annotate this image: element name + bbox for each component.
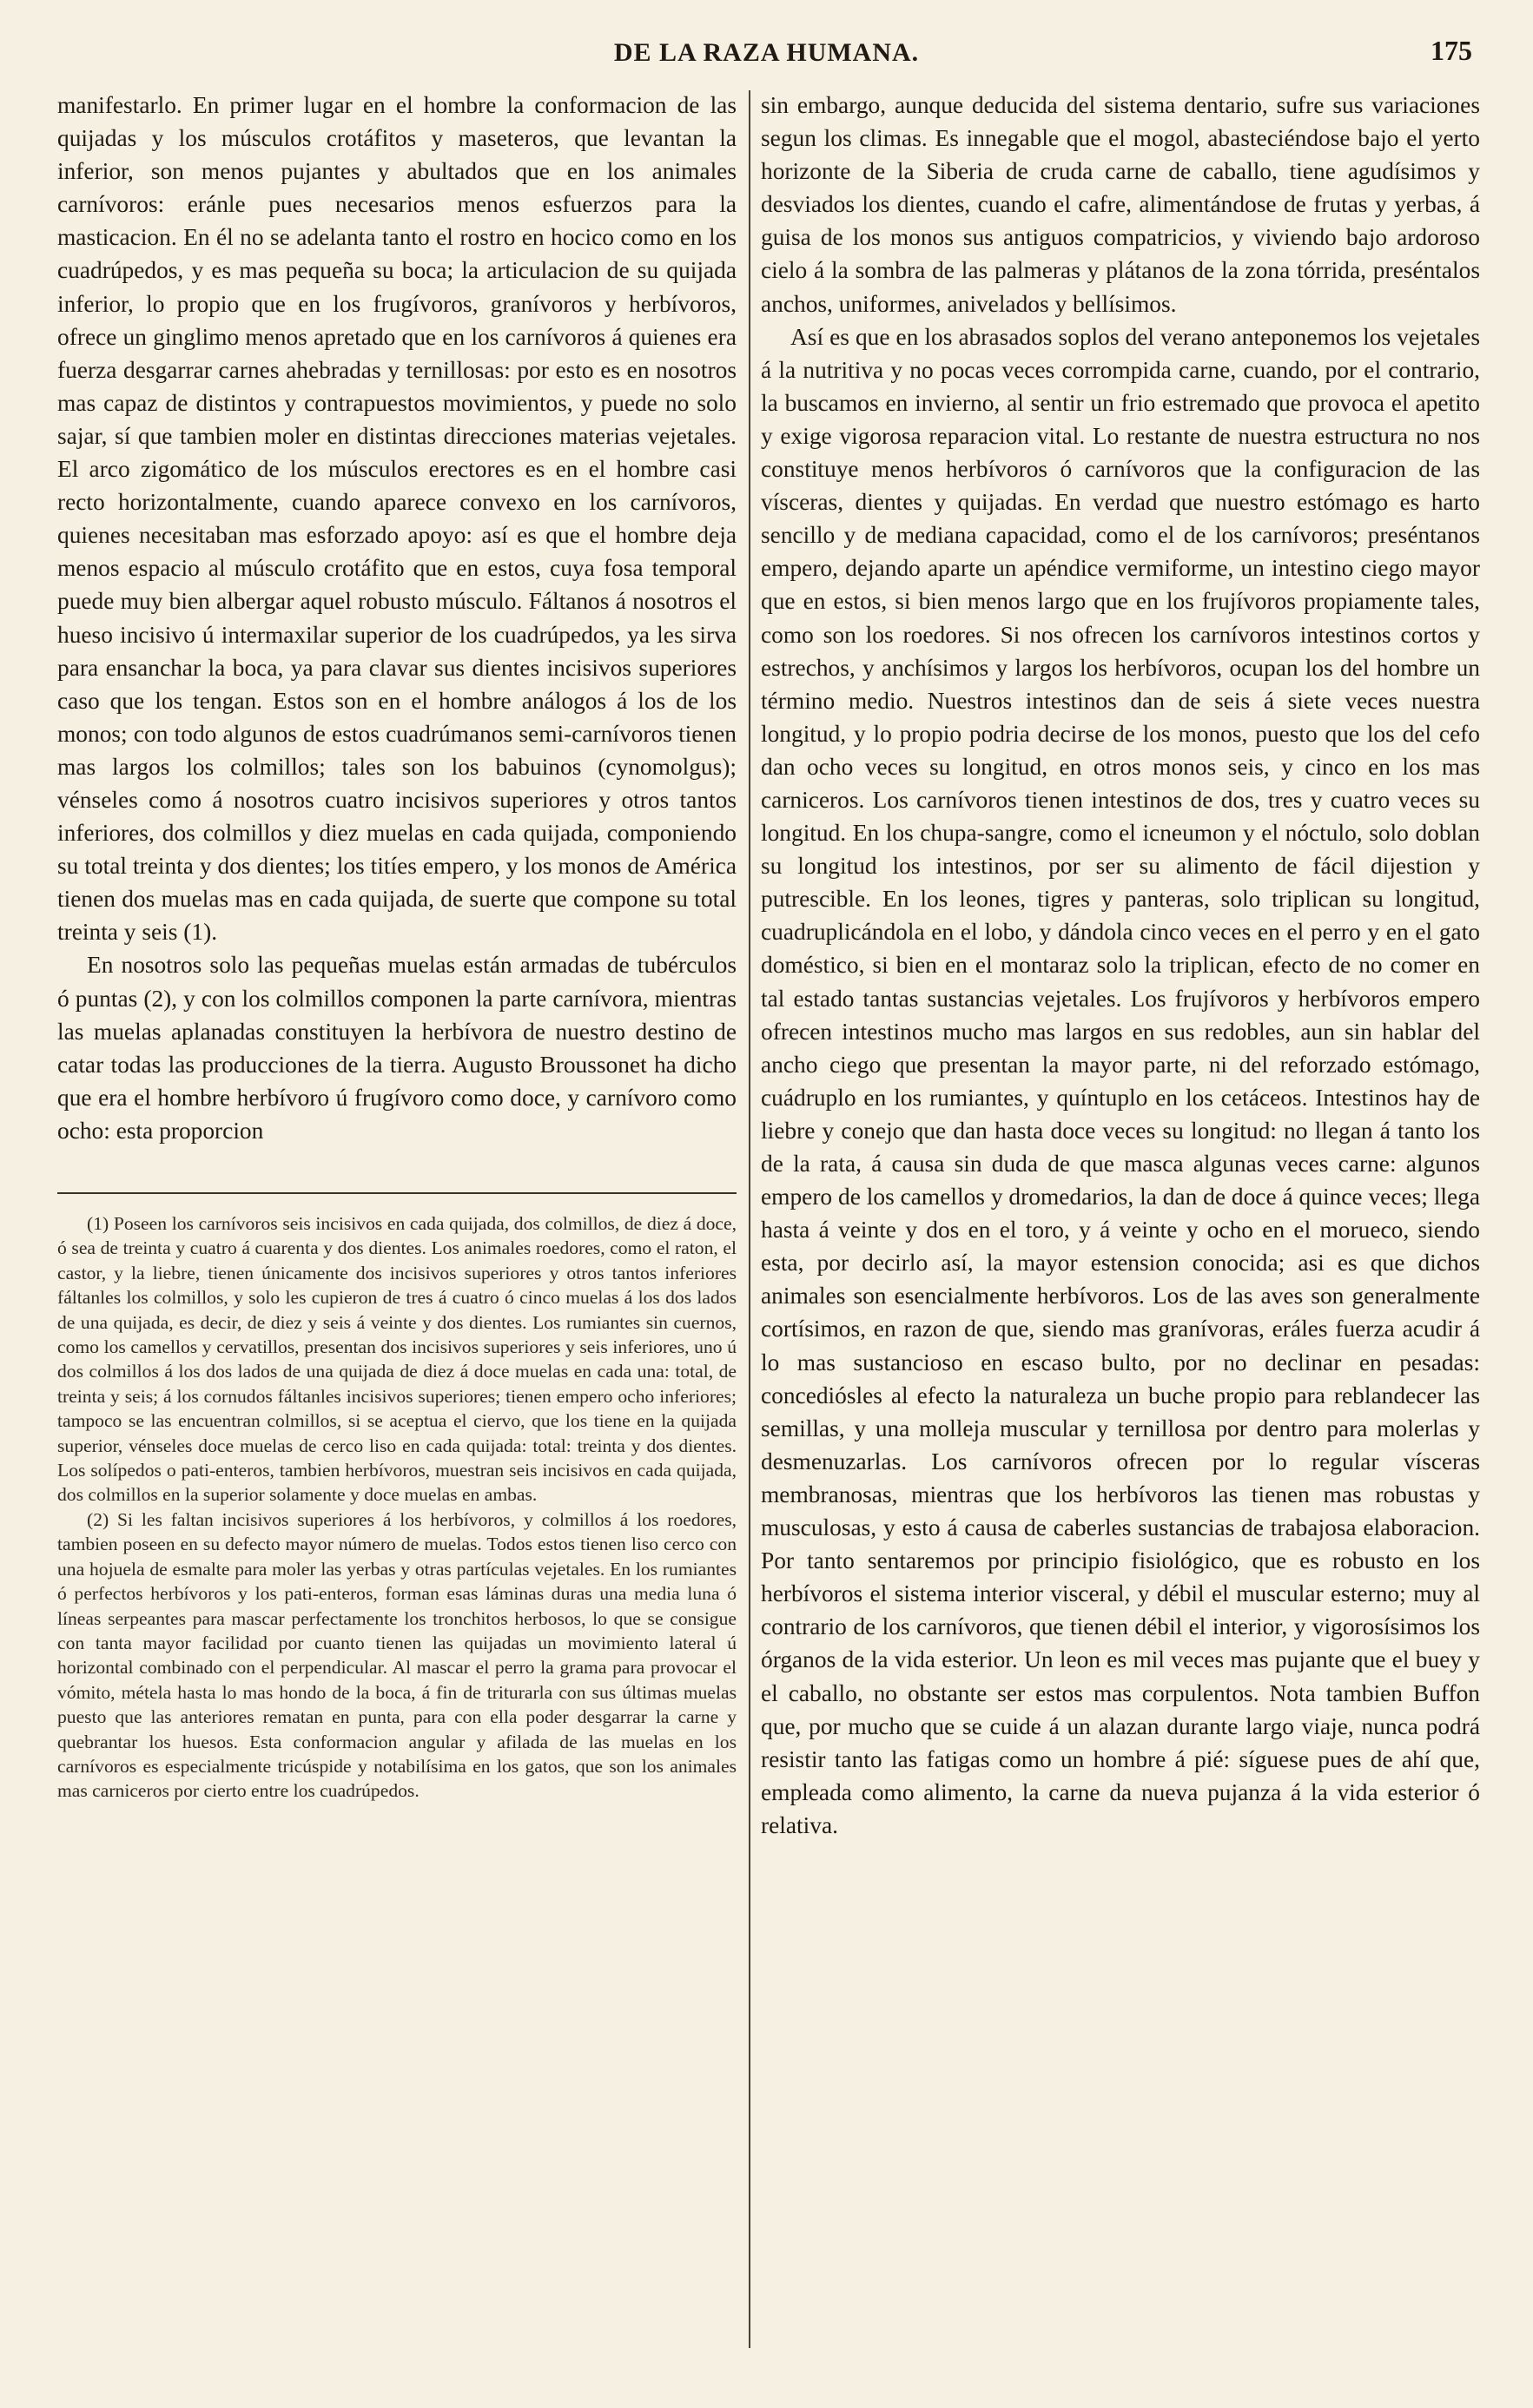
page-header	[0, 35, 1533, 82]
footnote-1: (1) Poseen los carnívoros seis incisivos en cada quijada, dos colmillos, de diez á doce, ó sea de treinta y cuatro á cuarenta y dos dientes. Los animales roedores, como el raton, el castor, y la liebre, tienen únicamente dos incisivos superiores y otros tantos inferiores fáltanles los colmillos, y solo les cupieron de tres á cuatro ó cinco muelas á los dos lados de una quijada, es decir, de diez y seis á veinte y dos dientes. Los rumiantes sin cuernos, como los camellos y cervatillos, presentan dos incisivos superiores y seis inferiores, uno ú dos colmillos á los dos lados de una quijada de diez á doce muelas en cada una: total, de treinta y seis; á los cornudos fáltanles incisivos superiores; tienen empero ocho inferiores; tampoco se las encuentran colmillos, si se aceptua el ciervo, que los tiene en la quijada superior, vénseles doce muelas de cerco liso en cada quijada: total: treinta y dos dientes. Los solípedos o pati-enteros, tambien herbívoros, muestran seis incisivos en cada quijada, dos colmillos en la superior solamente y doce muelas en ambas.	[57, 1213, 737, 1506]
left-column-body	[57, 89, 737, 1147]
left-paragraph-1: manifestarlo. En primer lugar en el hombre la conformacion de las quijadas y los músculos crotáfitos y maseteros, que levantan la inferior, son menos pujantes y abultados que en los animales carnívoros: eránle pues necesarios menos esfuerzos para la masticacion. En él no se adelanta tanto el rostro en hocico como en los cuadrúpedos, y es mas pequeña su boca; la articulacion de su quijada inferior, lo propio que en los frugívoros, granívoros y herbívoros, ofrece un ginglimo menos apretado que en los carnívoros á quienes era fuerza desgarrar carnes ahebradas y ternillosas: por esto es en nosotros mas capaz de distintos y contrapuestos movimientos, y puede no solo sajar, sí que tambien moler en distintas direcciones materias vejetales. El arco zigomático de los músculos erectores es en el hombre casi recto horizontalmente, cuando aparece convexo en los carnívoros, quienes necesitaban mas esforzado apoyo: así es que el hombre deja menos espacio al músculo crotáfito que en estos, cuya fosa temporal puede muy bien albergar aquel robusto músculo. Fáltanos á nosotros el hueso incisivo ú intermaxilar superior de los cuadrúpedos, ya les sirva para ensanchar la boca, ya para clavar sus dientes incisivos superiores caso que los tengan. Estos son en el hombre análogos á los de los monos; con todo algunos de estos cuadrúmanos semi-carnívoros tienen mas largos los colmillos; tales son los babuinos (cynomolgus); vénseles como á nosotros cuatro incisivos superiores y otros tantos inferiores, dos colmillos y diez muelas en cada quijada, componiendo su total treinta y dos dientes; los titíes empero, y los monos de América tienen dos muelas mas en cada quijada, de suerte que compone su total treinta y seis (1).	[57, 92, 737, 946]
column-divider	[749, 90, 750, 2348]
right-paragraph-2: Así es que en los abrasados soplos del verano anteponemos los vejetales á la nutritiva y no pocas veces corrompida carne, cuando, por el contrario, la buscamos en invierno, al sentir un frio estremado que provoca el apetito y exige vigorosa reparacion vital. Lo restante de nuestra estructura no nos constituye menos herbívoros ó carnívoros que la configuracion de las vísceras, dientes y quijadas. En verdad que nuestro estómago es harto sencillo y de mediana capacidad, como el de los carnívoros; preséntanos empero, dejando aparte un apéndice vermiforme, un intestino ciego mayor que en estos, si bien menos largo que en los frujívoros propiamente tales, como son los roedores. Si nos ofrecen los carnívoros intestinos cortos y estrechos, y anchísimos y largos los herbívoros, ocupan los del hombre un término medio. Nuestros intestinos dan de seis á siete veces nuestra longitud, y lo propio podria decirse de los monos, puesto que los del cefo dan ocho veces su longitud, en otros monos seis, y cinco en los mas carniceros. Los carnívoros tienen intestinos de dos, tres y cuatro veces su longitud. En los chupa-sangre, como el icneumon y el nóctulo, solo doblan su longitud los intestinos, por ser su alimento de fácil dijestion y putrescible. En los leones, tigres y panteras, solo triplican su longitud, cuadruplicándola en el lobo, y dándola cinco veces en el perro y en el gato doméstico, si bien en el montaraz solo la triplican, efecto de no comer en tal estado tantas sustancias vejetales. Los frujívoros y herbívoros empero ofrecen intestinos mucho mas largos en sus redobles, aun sin hablar del ancho ciego que presentan la mayor parte, ni del reforzado estómago, cuádruplo en los rumiantes, y quíntuplo en los cetáceos. Intestinos hay de liebre y conejo que dan hasta doce veces su longitud: no llegan á tanto los de la rata, á causa sin duda de que masca algunas veces carne: algunos empero de los camellos y dromedarios, la dan de doce á quince veces; llega hasta á veinte y dos en el toro, y á veinte y ocho en el morueco, siendo esta, por decirlo así, la mayor estension conocida; asi es que dichos animales son esencialmente herbívoros. Los de las aves son generalmente cortísimos, en razon de que, siendo mas granívoras, eráles fuerza acudir á lo mas sustancioso en escaso bulto, por no declinar en pesadas: concediósles al efecto la naturaleza un buche propio para reblandecer las semillas, y una molleja muscular y ternillosa por dentro para molerlas y desmenuzarlas. Los carnívoros ofrecen por lo regular vísceras membranosas, mientras que los herbívoros las tienen mas robustas y musculosas, y esto á causa de caberles sustancias de trabajosa elaboracion. Por tanto sentaremos por principio fisiológico, que es robusto en los herbívoros el sistema interior visceral, y débil el muscular esterno; muy al contrario de los carnívoros, que tienen débil el interior, y vigorosísimos los órganos de la vida esterior. Un leon es mil veces mas pujante que el buey y el caballo, no obstante ser estos mas corpulentos. Nota tambien Buffon que, por mucho que se cuide á un alazan durante largo viaje, nunca podrá resistir tanto las fatigas como un hombre á pié: síguese pues de ahí que, empleada como alimento, la carne da nueva pujanza á la vida esterior ó relativa.	[761, 323, 1480, 1838]
page-number: 175	[1431, 35, 1472, 66]
right-column	[761, 89, 1480, 2381]
left-paragraph-2: En nosotros solo las pequeñas muelas están armadas de tubérculos ó puntas (2), y con los colmillos componen la parte carnívora, mientras las muelas aplanadas constituyen la herbívora de nuestro destino de catar todas las producciones de la tierra. Augusto Broussonet ha dicho que era el hombre herbívoro ú frugívoro como doce, y carnívoro como ocho: esta proporcion	[57, 952, 737, 1144]
right-column-body	[761, 89, 1480, 1842]
footnote-divider	[57, 1192, 737, 1194]
footnote-2: (2) Si les faltan incisivos superiores á los herbívoros, y colmillos á los roedores, tambien poseen en su defecto mayor número de muelas. Todos estos tienen liso cerco con una hojuela de esmalte para moler las yerbas y otras partículas vejetales. En los rumiantes ó perfectos herbívoros y los pati-enteros, forman esas láminas duras una media luna ó líneas serpeantes para mascar perfectamente los tronchitos herbosos, lo que se consigue con tanta mayor facilidad por cuanto tienen las quijadas un movimiento lateral ú horizontal combinado con el perpendicular. Al mascar el perro la grama para provocar el vómito, métela hasta lo mas hondo de la boca, á fin de triturarla con sus últimas muelas puesto que las anteriores rematan en punta, para con ella poder desgarrar la carne y quebrantar los huesos. Esta conformacion angular y afilada de las muelas en los carnívoros es especialmente tricúspide y notabilísima en los gatos, que son los animales mas carniceros por cierto entre los cuadrúpedos.	[57, 1508, 737, 1802]
footnotes	[57, 1211, 737, 1804]
running-title: DE LA RAZA HUMANA.	[613, 38, 920, 67]
left-column	[57, 89, 737, 2381]
right-paragraph-1: sin embargo, aunque deducida del sistema dentario, sufre sus variaciones segun los climas. Es innegable que el mogol, abasteciéndose bajo el yerto horizonte de la Siberia de cruda carne de caballo, tiene agudísimos y desviados los dientes, cuando el cafre, alimentándose de frutas y yerbas, á guisa de los monos sus antiguos compatricios, y viviendo bajo ardoroso cielo á la sombra de las palmeras y plátanos de la zona tórrida, preséntalos anchos, uniformes, anivelados y bellísimos.	[761, 92, 1480, 317]
